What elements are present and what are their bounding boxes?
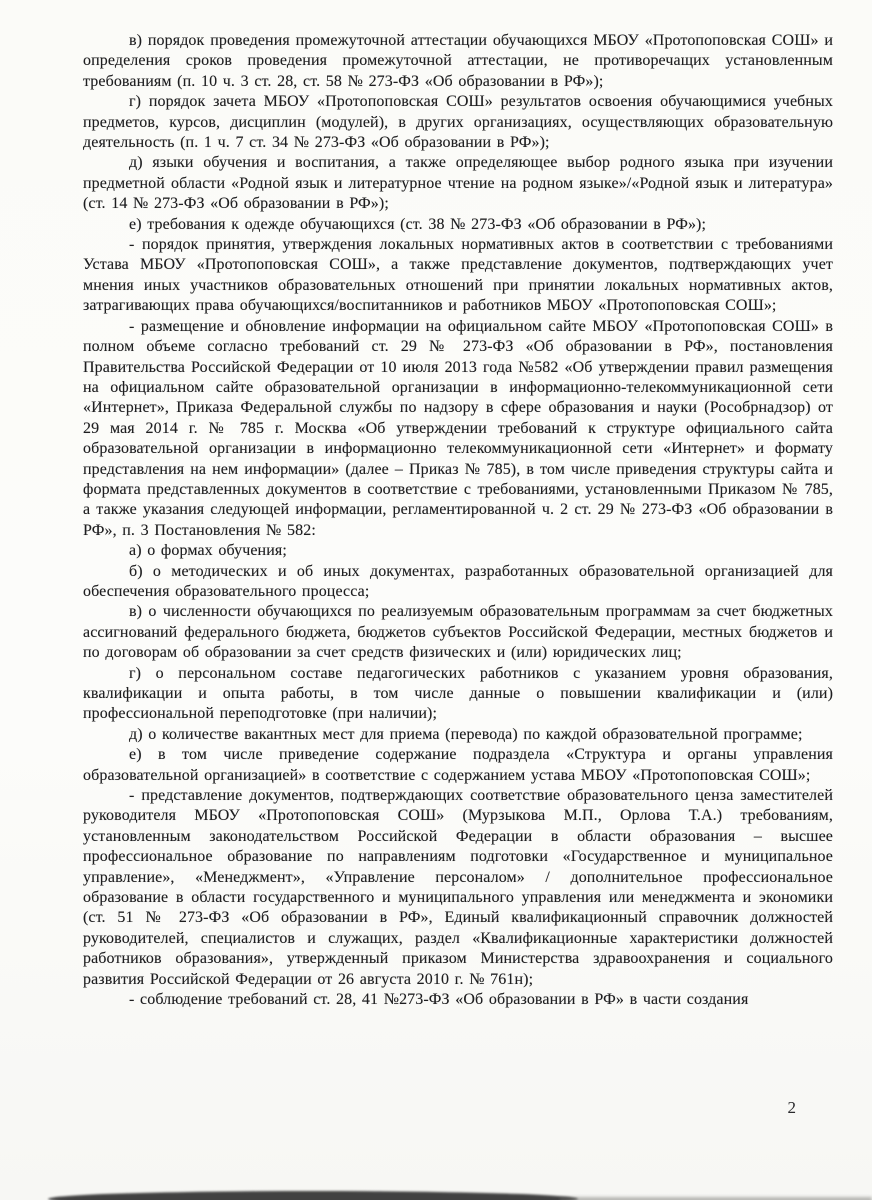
paragraph: д) языки обучения и воспитания, а также определяющее выбор родного языка при изучении предметной области «Родной язык и литературное чтение на родном языке»/«Родной язык и литература» (ст. 14 № 273-ФЗ «Об образовании в РФ»); bbox=[83, 154, 833, 213]
paragraph: а) о формах обучения; bbox=[129, 542, 287, 560]
paragraph: - соблюдение требований ст. 28, 41 №273-ФЗ «Об образовании в РФ» в части создания bbox=[129, 991, 749, 1009]
paragraph: г) о персональном составе педагогических работников с указанием уровня образования, квалификации и опыта работы, в том числе данные о повышении квалификации и (или) профессиональной переподготовке (при наличии); bbox=[83, 664, 833, 723]
paragraph: - представление документов, подтверждающих соответствие образовательного ценза заместителей руководителя МБОУ «Протопоповская СОШ» (Мурзыкова М.П., Орлова Т.А.) требованиям, установленным законодательством Российской Федерации в области образования – высшее профессиональное образование по направлениям подготовки «Государственное и муниципальное управление», «Менеджмент», «Управление персоналом» / дополнительное профессиональное образование в области государственного и муниципального управления или менеджмента и экономики (ст. 51 № 273-ФЗ «Об образовании в РФ», Единый квалификационный справочник должностей руководителей, специалистов и служащих, раздел «Квалификационные характеристики должностей работников образования», утвержденный приказом Министерства здравоохранения и социального развития Российской Федерации от 26 августа 2010 г. № 761н); bbox=[83, 787, 833, 988]
paragraph: б) о методических и об иных документах, разработанных образовательной организацией для обеспечения образовательного процесса; bbox=[83, 562, 833, 600]
paragraph: - порядок принятия, утверждения локальных нормативных актов в соответствии с требованиями Устава МБОУ «Протопоповская СОШ», а также представление документов, подтверждающих учет мнения иных участников образовательных отношений при принятии локальных нормативных актов, затрагивающих права обучающихся/воспитанников и работников МБОУ «Протопоповская СОШ»; bbox=[83, 236, 833, 315]
paragraph: е) в том числе приведение содержание подраздела «Структура и органы управления образовательной организацией» в соответствие с содержанием устава МБОУ «Протопоповская СОШ»; bbox=[83, 746, 833, 784]
paragraph: д) о количестве вакантных мест для приема (перевода) по каждой образовательной программе; bbox=[129, 725, 803, 743]
paragraph: - размещение и обновление информации на официальном сайте МБОУ «Протопоповская СОШ» в полном объеме согласно требований ст. 29 № 273-ФЗ «Об образовании в РФ», постановления Правительства Российской Федерации от 10 июля 2013 года №582 «Об утверждении правил размещения на официальном сайте образовательной организации в информационно-телекоммуникационной сети «Интернет», Приказа Федеральной службы по надзору в сфере образования и науки (Рособрнадзор) от 29 мая 2014 г. № 785 г. Москва «Об утверждении требований к структуре официального сайта образовательной организации в информационно телекоммуникационной сети «Интернет» и формату представления на нем информации» (далее – Приказ № 785), в том числе приведения структуры сайта и формата представленных документов в соответствие с требованиями, установленными Приказом № 785, а также указания следующей информации, регламентированной ч. 2 ст. 29 № 273-ФЗ «Об образовании в РФ», п. 3 Постановления № 582: bbox=[83, 317, 833, 539]
paragraph: в) о численности обучающихся по реализуемым образовательным программам за счет бюджетных ассигнований федерального бюджета, бюджетов субъектов Российской Федерации, местных бюджетов и по договорам об образовании за счет средств физических и (или) юридических лиц; bbox=[83, 603, 833, 662]
scan-edge-artifact bbox=[48, 1191, 578, 1200]
page-number: 2 bbox=[787, 1098, 796, 1117]
document-body bbox=[83, 31, 833, 1011]
paragraph: г) порядок зачета МБОУ «Протопоповская СОШ» результатов освоения обучающимися учебных предметов, курсов, дисциплин (модулей), в других организациях, осуществляющих образовательную деятельность (п. 1 ч. 7 ст. 34 № 273-ФЗ «Об образовании в РФ»); bbox=[83, 93, 833, 152]
paragraph: е) требования к одежде обучающихся (ст. 38 № 273-ФЗ «Об образовании в РФ»); bbox=[129, 215, 707, 233]
paragraph: в) порядок проведения промежуточной аттестации обучающихся МБОУ «Протопоповская СОШ» и определения сроков проведения промежуточной аттестации, не противоречащих установленным требованиям (п. 10 ч. 3 ст. 28, ст. 58 № 273-ФЗ «Об образовании в РФ»); bbox=[83, 32, 833, 90]
